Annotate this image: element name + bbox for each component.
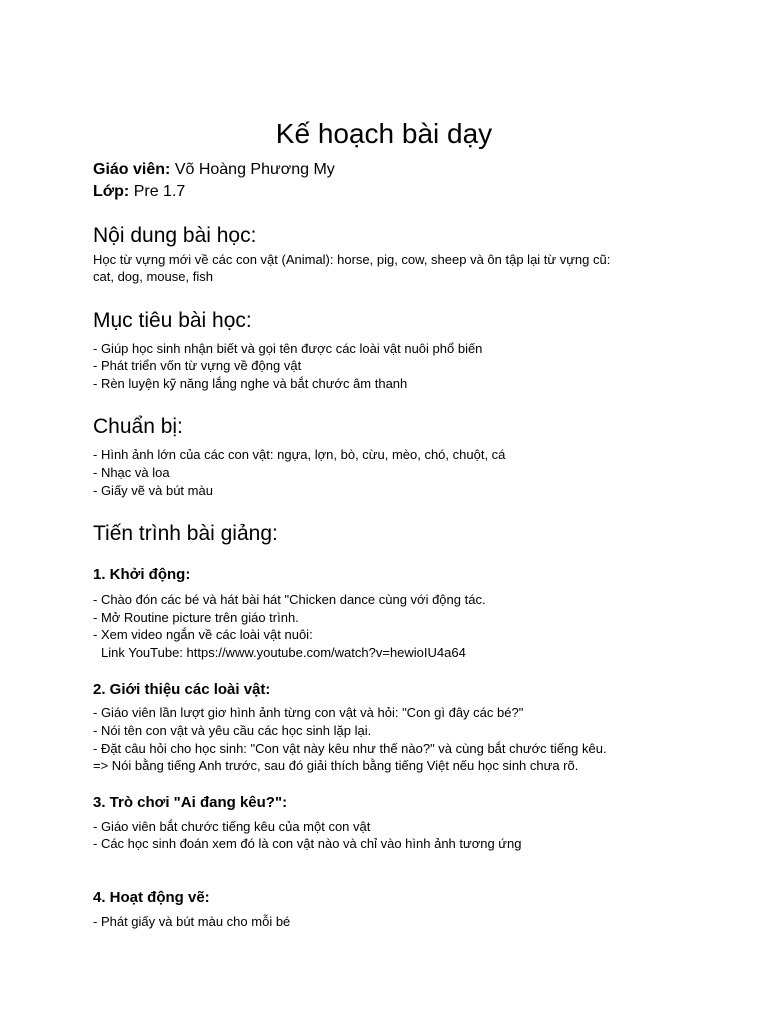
step3-item: - Giáo viên bắt chước tiếng kêu của một con vật [93,819,371,834]
step2-heading: 2. Giới thiệu các loài vật: [93,681,271,698]
youtube-link[interactable]: Link YouTube: https://www.youtube.com/watch?v=hewioIU4a64 [101,645,466,660]
step4-item: - Phát giấy và bút màu cho mỗi bé [93,914,291,929]
step1-item: - Chào đón các bé và hát bài hát "Chicken dance cùng với động tác. [93,592,486,607]
step2-item: - Giáo viên lần lượt giơ hình ảnh từng con vật và hỏi: "Con gì đây các bé?" [93,705,524,720]
teacher-line [93,160,335,180]
page-title: Kế hoạch bài dạy [275,118,493,149]
preparation-heading: Chuẩn bị: [93,415,183,438]
step1-item: - Xem video ngắn về các loài vật nuôi: [93,627,313,642]
teacher-value: Võ Hoàng Phương My [174,161,335,178]
class-line [93,182,185,202]
step3-heading: 3. Trò chơi "Ai đang kêu?": [93,794,288,811]
class-label: Lớp: [93,183,130,200]
content-line: Học từ vựng mới về các con vật (Animal): horse, pig, cow, sheep và ôn tập lại từ vựng cũ: [93,252,611,267]
step1-item: - Mở Routine picture trên giáo trình. [93,610,299,625]
step2-item: => Nói bằng tiếng Anh trước, sau đó giải thích bằng tiếng Việt nếu học sinh chưa rõ. [93,758,579,773]
content-line: cat, dog, mouse, fish [93,269,213,284]
preparation-item: - Hình ảnh lớn của các con vật: ngựa, lợn, bò, cừu, mèo, chó, chuột, cá [93,447,506,462]
preparation-item: - Nhạc và loa [93,465,170,480]
objective-item: - Rèn luyện kỹ năng lắng nghe và bắt chước âm thanh [93,376,408,391]
step2-item: - Đặt câu hỏi cho học sinh: "Con vật này kêu như thế nào?" và cùng bắt chước tiếng kêu. [93,741,607,756]
objectives-heading: Mục tiêu bài học: [93,309,252,332]
class-value: Pre 1.7 [133,183,186,200]
step3-item: - Các học sinh đoán xem đó là con vật nào và chỉ vào hình ảnh tương ứng [93,836,522,851]
content-heading: Nội dung bài học: [93,224,257,247]
teacher-label: Giáo viên: [93,161,171,178]
step2-item: - Nói tên con vật và yêu cầu các học sinh lặp lại. [93,723,372,738]
step1-heading: 1. Khởi động: [93,566,191,583]
objective-item: - Giúp học sinh nhận biết và gọi tên được các loài vật nuôi phổ biến [93,341,483,356]
preparation-item: - Giấy vẽ và bút màu [93,483,213,498]
objective-item: - Phát triển vốn từ vựng về động vật [93,358,302,373]
process-heading: Tiến trình bài giảng: [93,522,278,545]
step4-heading: 4. Hoạt động vẽ: [93,889,210,906]
